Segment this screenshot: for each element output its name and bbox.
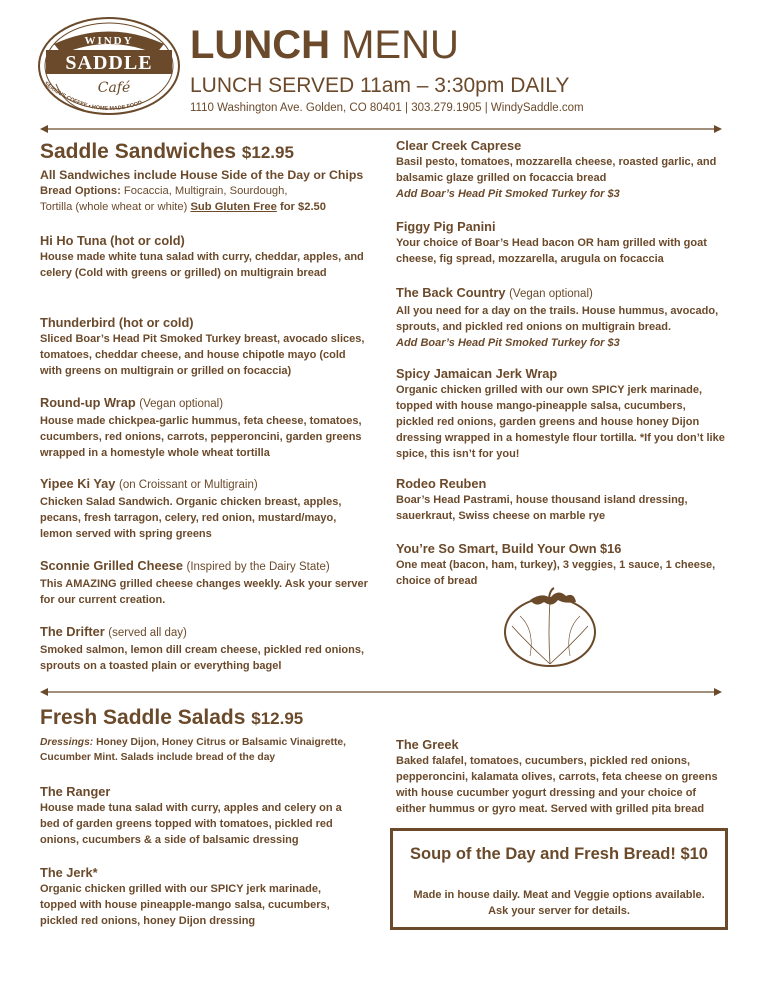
dressings-list: Honey Dijon, Honey Citrus or Balsamic Vinaigrette, — [96, 737, 346, 748]
dressings-list-2: Cucumber Mint. Salads include bread of the day — [40, 752, 276, 763]
bread-options: Focaccia, Multigrain, Sourdough, — [123, 185, 288, 197]
item-addon: Add Boar’s Head Pit Smoked Turkey for $3 — [396, 337, 620, 349]
menu-item — [396, 284, 726, 351]
sandwiches-intro-line: All Sandwiches include House Side of the Day or Chips — [40, 168, 364, 182]
item-desc: House made tuna salad with curry, apples and celery on a bed of garden greens topped with tomatoes, pickled red onions, cucumbers & a side of balsamic dressing — [40, 802, 342, 846]
item-name: Thunderbird (hot or cold) — [40, 315, 194, 330]
gluten-free-price: for $2.50 — [279, 201, 327, 213]
menu-item — [396, 365, 726, 462]
logo-tagline: SERIOUS COFFEE • HOME MADE FOOD — [42, 80, 144, 113]
menu-item — [40, 557, 370, 608]
item-name: The Jerk* — [40, 865, 98, 880]
title-light: MENU — [341, 23, 459, 67]
item-name: The Drifter — [40, 624, 105, 639]
item-name: Round-up Wrap — [40, 395, 136, 410]
item-note: (on Croissant or Multigrain) — [118, 479, 258, 491]
windy-saddle-logo — [34, 14, 184, 120]
soup-desc-line: Made in house daily. Meat and Veggie options available. — [413, 889, 705, 901]
soup-desc-line-2: Ask your server for details. — [488, 905, 630, 917]
item-name: Spicy Jamaican Jerk Wrap — [396, 366, 558, 381]
dressings-label: Dressings: — [40, 737, 94, 748]
item-note: (Vegan optional) — [139, 398, 224, 410]
item-desc: House made chickpea-garlic hummus, feta cheese, tomatoes, cucumbers, red onions, carrots, pepperoncini, garden greens wrapped in a homestyle whole wheat tortilla — [40, 415, 362, 459]
tomato-illustration — [500, 586, 600, 668]
bread-label: Bread Options: — [40, 185, 121, 197]
menu-item — [40, 623, 370, 674]
item-name: Hi Ho Tuna (hot or cold) — [40, 233, 185, 248]
item-name-row — [40, 557, 370, 576]
item-note: (Inspired by the Dairy State) — [186, 561, 330, 573]
salads-title-text: Fresh Saddle Salads — [40, 706, 246, 729]
address-line: 1110 Washington Ave. Golden, CO 80401 | 303.279.1905 | WindySaddle.com — [190, 102, 584, 114]
bread-options-2: Tortilla (whole wheat or white) — [40, 201, 188, 213]
item-desc: Organic chicken grilled with our own SPICY jerk marinade, topped with house mango-pineapple salsa, cucumbers, pickled red onions, garden greens and house honey Dijon dressing wrapped in a homestyle flour tortilla. *If you don’t like spice, this isn’t for you! — [396, 384, 725, 460]
menu-item — [396, 540, 726, 589]
page-title — [190, 22, 459, 68]
menu-item — [396, 736, 726, 817]
menu-item — [396, 137, 726, 202]
item-desc: One meat (bacon, ham, turkey), 3 veggies, 1 sauce, 1 cheese, choice of bread — [396, 559, 716, 587]
soup-box — [390, 828, 728, 930]
item-desc: Basil pesto, tomatoes, mozzarella cheese, roasted garlic, and balsamic glaze grilled on focaccia bread — [396, 156, 717, 184]
item-name: You’re So Smart, Build Your Own $16 — [396, 541, 622, 556]
item-name: The Ranger — [40, 784, 111, 799]
divider-middle — [40, 687, 722, 697]
item-name-row — [40, 475, 370, 494]
item-name: Rodeo Reuben — [396, 476, 487, 491]
logo-top-text: WINDY — [84, 35, 134, 47]
sandwiches-intro — [40, 167, 380, 215]
item-name-row — [40, 623, 370, 642]
title-bold: LUNCH — [190, 23, 330, 67]
sandwiches-title-text: Saddle Sandwiches — [40, 140, 237, 163]
salads-title — [40, 706, 303, 730]
item-name: Yipee Ki Yay — [40, 476, 116, 491]
sandwiches-price: $12.95 — [241, 143, 294, 162]
item-desc: Sliced Boar’s Head Pit Smoked Turkey breast, avocado slices, tomatoes, cheddar cheese, and house chipotle mayo (cold with greens on multigrain or grilled on focaccia) — [40, 333, 365, 377]
menu-item — [40, 475, 370, 542]
logo-script-text: Café — [97, 80, 131, 96]
menu-item — [40, 314, 370, 379]
soup-desc — [393, 887, 725, 919]
item-name-row — [40, 394, 370, 413]
item-name: Sconnie Grilled Cheese — [40, 558, 183, 573]
item-name: Clear Creek Caprese — [396, 138, 522, 153]
item-name: Figgy Pig Panini — [396, 219, 496, 234]
item-desc: This AMAZING grilled cheese changes weekly. Ask your server for our current creation. — [40, 578, 368, 606]
item-desc: Smoked salmon, lemon dill cream cheese, pickled red onions, sprouts on a toasted plain or everything bagel — [40, 644, 364, 672]
item-desc: Boar’s Head Pastrami, house thousand island dressing, sauerkraut, Swiss cheese on marble rye — [396, 494, 688, 522]
item-desc: Organic chicken grilled with our SPICY jerk marinade, topped with house pineapple-mango salsa, cucumbers, pickled red onions, honey Dijon dressing — [40, 883, 330, 927]
item-desc: Chicken Salad Sandwich. Organic chicken breast, apples, pecans, fresh tarragon, celery, red onion, mustard/mayo, lemon served with spring greens — [40, 496, 342, 540]
lunch-hours: LUNCH SERVED 11am – 3:30pm DAILY — [190, 74, 570, 97]
soup-title: Soup of the Day and Fresh Bread! $10 — [410, 845, 708, 863]
item-desc: Your choice of Boar’s Head bacon OR ham grilled with goat cheese, fig spread, mozzarella, arugula on focaccia — [396, 237, 707, 265]
item-desc: Baked falafel, tomatoes, cucumbers, pickled red onions, pepperoncini, kalamata olives, carrots, feta cheese on greens with house cucumber yogurt dressing and your choice of either hummus or gyro meat. Served with grilled pita bread — [396, 755, 718, 815]
menu-item — [40, 232, 370, 281]
menu-item — [40, 783, 360, 848]
sandwiches-title — [40, 140, 294, 164]
item-addon: Add Boar’s Head Pit Smoked Turkey for $3 — [396, 188, 620, 200]
item-name-row — [396, 284, 726, 303]
menu-item — [40, 394, 370, 461]
menu-item — [396, 218, 726, 267]
item-note: (Vegan optional) — [509, 288, 593, 300]
item-name: The Greek — [396, 737, 459, 752]
item-note: (served all day) — [108, 627, 187, 639]
menu-item — [396, 475, 726, 524]
menu-item — [40, 864, 360, 929]
logo-middle-text: SADDLE — [65, 52, 153, 74]
gluten-free: Sub Gluten Free — [190, 201, 277, 213]
item-name: The Back Country — [396, 285, 506, 300]
item-desc: House made white tuna salad with curry, cheddar, apples, and celery (Cold with greens or grilled) on multigrain bread — [40, 251, 364, 279]
salads-dressings — [40, 735, 370, 765]
salads-price: $12.95 — [251, 709, 304, 728]
divider-top — [40, 124, 722, 134]
item-desc: All you need for a day on the trails. House hummus, avocado, sprouts, and pickled red onions on multigrain bread. — [396, 305, 719, 333]
